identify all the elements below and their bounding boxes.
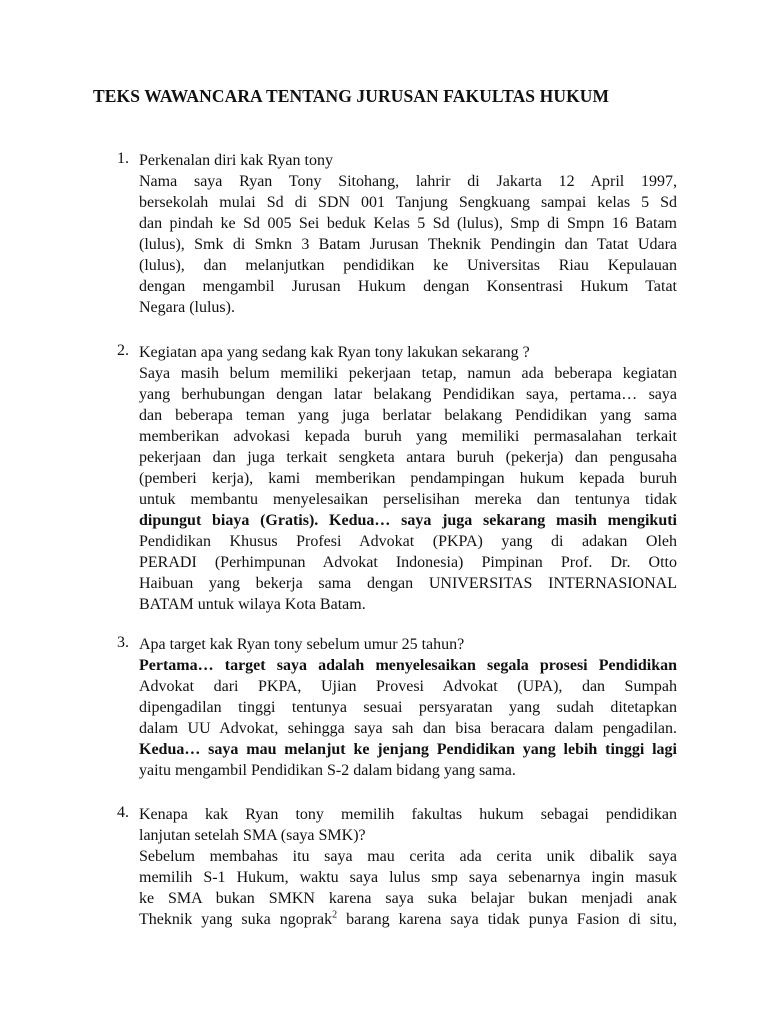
item-question: [139, 804, 677, 846]
item-question: Kegiatan apa yang sedang kak Ryan tony lakukan sekarang ?: [139, 344, 530, 361]
answer-text: barang karena saya tidak punya Fasion di situ,: [337, 911, 677, 928]
answer-line: dipengadilan tinggi tentunya sesuai persyaratan yang sudah ditetapkan: [139, 699, 677, 716]
item-question: Apa target kak Ryan tony sebelum umur 25 tahun?: [139, 636, 465, 653]
list-item-1: [117, 150, 677, 318]
answer-line: (lulus), Smk di Smkn 3 Batam Jurusan Theknik Pendingin dan Tatat Udara: [139, 236, 677, 253]
superscript: 2: [332, 909, 338, 921]
answer-line: Sebelum membahas itu saya mau cerita ada cerita unik dibalik saya: [139, 848, 677, 865]
answer-line: PERADI (Perhimpunan Advokat Indonesia) Pimpinan Prof. Dr. Otto: [139, 554, 677, 571]
answer-line: dengan mengambil Jurusan Hukum dengan Konsentrasi Hukum Tatat: [139, 278, 677, 295]
answer-line: dalam UU Advokat, sehingga saya sah dan bisa beracara dalam pengadilan.: [139, 720, 677, 737]
answer-line: ke SMA bukan SMKN karena saya suka belajar bukan menjadi anak: [139, 890, 677, 907]
answer-line: dan pindah ke Sd 005 Sei beduk Kelas 5 Sd (lulus), Smp di Smpn 16 Batam: [139, 215, 677, 232]
answer-line: memilih S-1 Hukum, waktu saya lulus smp saya sebenarnya ingin masuk: [139, 869, 677, 886]
answer-line: dan beberapa teman yang juga berlatar belakang Pendidikan yang sama: [139, 407, 677, 424]
item-question: Perkenalan diri kak Ryan tony: [139, 152, 333, 169]
answer-line: Haibuan yang bekerja sama dengan UNIVERSITAS INTERNASIONAL: [139, 575, 677, 592]
answer-bold-line: dipungut biaya (Gratis). Kedua… saya juga sekarang masih mengikuti: [139, 512, 677, 529]
answer-line: untuk membantu menyelesaikan perselisihan mereka dan tentunya tidak: [139, 491, 677, 508]
list-item-4: [117, 804, 677, 930]
question-line: Kenapa kak Ryan tony memilih fakultas hukum sebagai pendidikan: [139, 806, 677, 823]
answer-line: pekerjaan dan juga terkait sengketa antara buruh (pekerja) dan pengusaha: [139, 449, 677, 466]
item-answer: [139, 171, 677, 318]
list-item-2: [117, 342, 677, 615]
answer-last-line: [139, 909, 677, 930]
question-line: lanjutan setelah SMA (saya SMK)?: [139, 827, 366, 844]
document-title: TEKS WAWANCARA TENTANG JURUSAN FAKULTAS HUKUM: [93, 86, 610, 106]
item-number: 3.: [117, 634, 129, 651]
answer-text: Theknik yang suka ngoprak: [139, 911, 333, 928]
answer-line: yaitu mengambil Pendidikan S-2 dalam bidang yang sama.: [139, 762, 516, 779]
answer-line: Negara (lulus).: [139, 299, 235, 316]
list-item-3: [117, 634, 677, 781]
answer-line: Advokat dari PKPA, Ujian Provesi Advokat (UPA), dan Sumpah: [139, 678, 677, 695]
item-number: 4.: [117, 804, 129, 821]
item-answer: [139, 363, 677, 615]
item-answer: [139, 846, 677, 930]
answer-line: Nama saya Ryan Tony Sitohang, lahrir di Jakarta 12 April 1997,: [139, 173, 677, 190]
answer-line: (pemberi kerja), kami memberikan pendampingan hukum kepada buruh: [139, 470, 677, 487]
answer-line: yang berhubungan dengan latar belakang Pendidikan saya, pertama… saya: [139, 386, 677, 403]
answer-line: Pendidikan Khusus Profesi Advokat (PKPA) yang di adakan Oleh: [139, 533, 677, 550]
answer-line: (lulus), dan melanjutkan pendidikan ke Universitas Riau Kepulauan: [139, 257, 677, 274]
answer-line: Saya masih belum memiliki pekerjaan tetap, namun ada beberapa kegiatan: [139, 365, 677, 382]
item-answer: [139, 655, 677, 781]
item-number: 2.: [117, 342, 129, 359]
answer-line: bersekolah mulai Sd di SDN 001 Tanjung Sengkuang sampai kelas 5 Sd: [139, 194, 677, 211]
item-number: 1.: [117, 150, 129, 167]
answer-line: memberikan advokasi kepada buruh yang memiliki permasalahan terkait: [139, 428, 677, 445]
answer-line: BATAM untuk wilaya Kota Batam.: [139, 596, 366, 613]
answer-bold-line: Kedua… saya mau melanjut ke jenjang Pendidikan yang lebih tinggi lagi: [139, 741, 677, 758]
answer-bold-line: Pertama… target saya adalah menyelesaikan segala prosesi Pendidikan: [139, 657, 677, 674]
